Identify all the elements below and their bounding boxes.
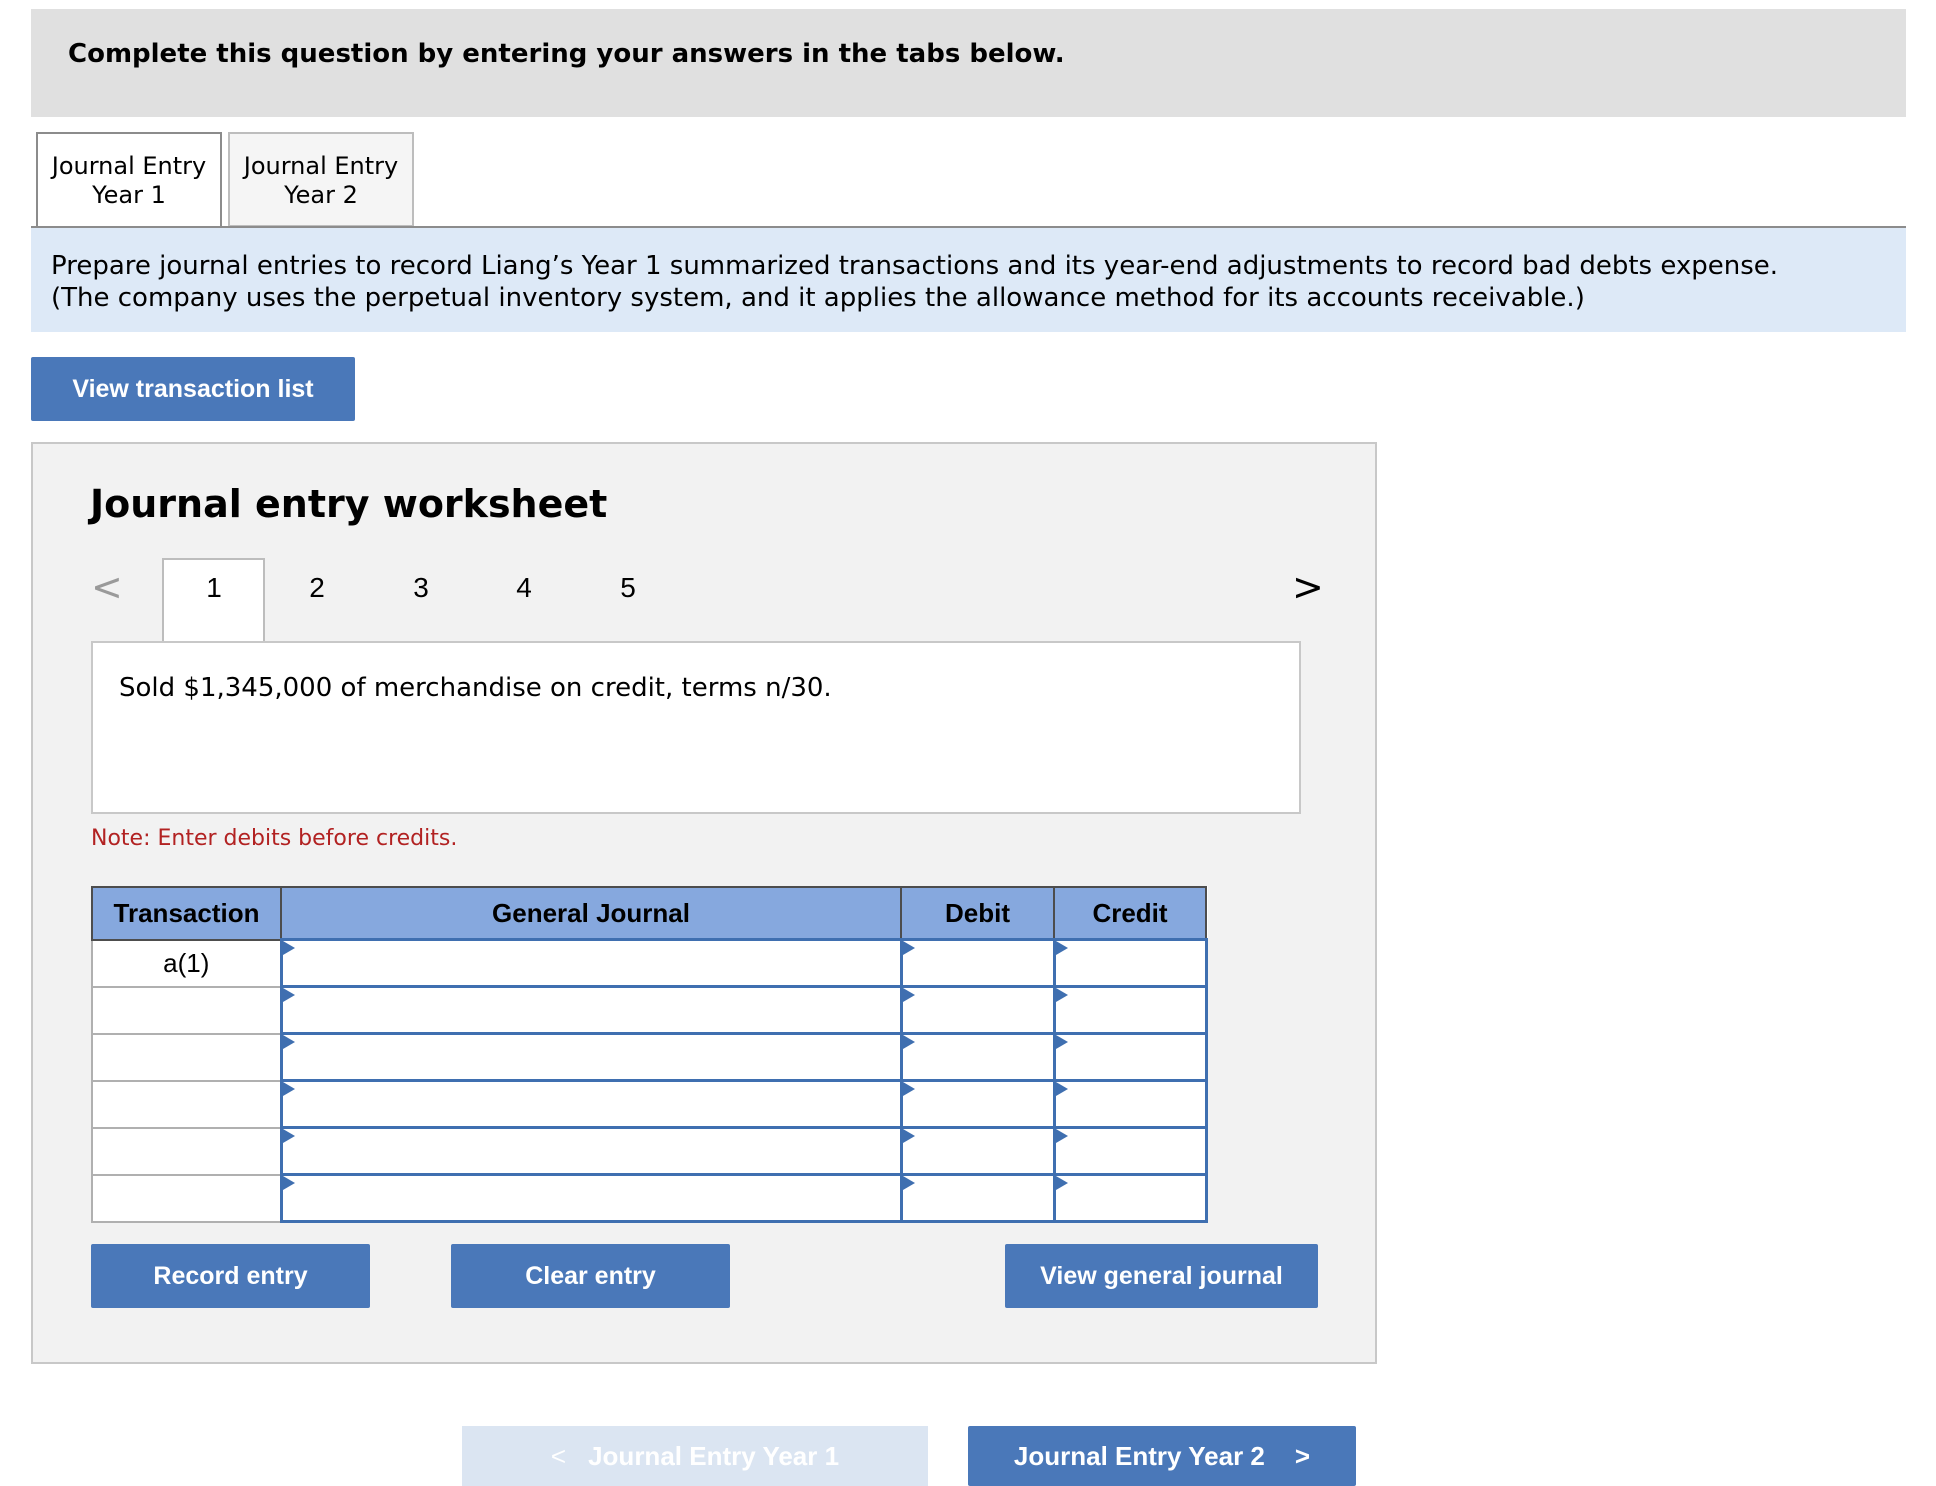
header-general-journal: General Journal xyxy=(281,887,901,940)
page-tab-5[interactable]: 5 xyxy=(620,572,636,603)
account-dropdown[interactable] xyxy=(281,940,901,987)
transaction-description: Sold $1,345,000 of merchandise on credit, terms n/30. xyxy=(119,673,832,703)
debit-input[interactable] xyxy=(901,1081,1054,1128)
prev-tab-label: Journal Entry Year 1 xyxy=(588,1440,840,1471)
prev-tab-nav-button[interactable] xyxy=(462,1426,928,1486)
next-page-arrow-icon[interactable]: > xyxy=(1292,565,1324,609)
credit-input[interactable] xyxy=(1054,1128,1206,1175)
dropdown-indicator-icon xyxy=(903,1176,915,1190)
page-tab-4[interactable]: 4 xyxy=(516,572,532,603)
dropdown-indicator-icon xyxy=(903,1082,915,1096)
transaction-cell xyxy=(92,1175,281,1222)
prompt-line-1: Prepare journal entries to record Liang’s Year 1 summarized transactions and its year-end adjustments to record bad debts expense. xyxy=(51,251,1779,281)
table-row xyxy=(92,1034,1206,1081)
prev-page-arrow-icon[interactable]: < xyxy=(91,565,123,609)
table-row xyxy=(92,1175,1206,1222)
chevron-left-icon: < xyxy=(550,1440,567,1471)
credit-input[interactable] xyxy=(1054,1034,1206,1081)
transaction-cell xyxy=(92,1081,281,1128)
tab-label-line1: Journal Entry xyxy=(243,152,399,180)
page-tab-3[interactable]: 3 xyxy=(413,572,429,603)
dropdown-indicator-icon xyxy=(283,941,295,955)
journal-table xyxy=(91,886,1208,1223)
account-dropdown[interactable] xyxy=(281,987,901,1034)
dropdown-indicator-icon xyxy=(903,988,915,1002)
dropdown-indicator-icon xyxy=(1056,1082,1068,1096)
dropdown-indicator-icon xyxy=(283,988,295,1002)
transaction-cell xyxy=(92,987,281,1034)
record-entry-button[interactable]: Record entry xyxy=(91,1244,370,1308)
dropdown-indicator-icon xyxy=(283,1035,295,1049)
credit-input[interactable] xyxy=(1054,940,1206,987)
transaction-cell xyxy=(92,1034,281,1081)
dropdown-indicator-icon xyxy=(283,1082,295,1096)
table-row xyxy=(92,940,1206,987)
transaction-description-box xyxy=(91,641,1301,814)
dropdown-indicator-icon xyxy=(903,1129,915,1143)
instruction-text: Complete this question by entering your answers in the tabs below. xyxy=(68,39,1065,69)
next-tab-nav-button[interactable] xyxy=(968,1426,1356,1486)
table-row xyxy=(92,987,1206,1034)
chevron-right-icon: > xyxy=(1294,1440,1311,1471)
account-dropdown[interactable] xyxy=(281,1128,901,1175)
worksheet-title: Journal entry worksheet xyxy=(90,482,608,526)
tab-journal-entry-year-1[interactable] xyxy=(36,132,222,231)
dropdown-indicator-icon xyxy=(1056,1176,1068,1190)
prompt-text xyxy=(51,250,1891,314)
view-general-journal-button[interactable]: View general journal xyxy=(1005,1244,1318,1308)
table-row xyxy=(92,1081,1206,1128)
credit-input[interactable] xyxy=(1054,987,1206,1034)
prompt-line-2: (The company uses the perpetual inventory system, and it applies the allowance method for its accounts receivable.) xyxy=(51,283,1585,313)
next-tab-label: Journal Entry Year 2 xyxy=(1013,1440,1265,1471)
debit-input[interactable] xyxy=(901,1175,1054,1222)
tab-label-line2: Year 1 xyxy=(92,181,166,209)
clear-entry-button[interactable]: Clear entry xyxy=(451,1244,730,1308)
account-dropdown[interactable] xyxy=(281,1034,901,1081)
dropdown-indicator-icon xyxy=(1056,1035,1068,1049)
debit-input[interactable] xyxy=(901,940,1054,987)
page-tab-2[interactable]: 2 xyxy=(309,572,325,603)
credit-input[interactable] xyxy=(1054,1081,1206,1128)
view-transaction-list-button[interactable]: View transaction list xyxy=(31,357,355,421)
header-credit: Credit xyxy=(1054,887,1206,940)
debit-input[interactable] xyxy=(901,1128,1054,1175)
note-text: Note: Enter debits before credits. xyxy=(91,826,458,851)
dropdown-indicator-icon xyxy=(903,1035,915,1049)
question-prompt xyxy=(31,228,1906,332)
dropdown-indicator-icon xyxy=(283,1129,295,1143)
debit-input[interactable] xyxy=(901,1034,1054,1081)
dropdown-indicator-icon xyxy=(1056,988,1068,1002)
header-transaction: Transaction xyxy=(92,887,281,940)
debit-input[interactable] xyxy=(901,987,1054,1034)
dropdown-indicator-icon xyxy=(1056,941,1068,955)
dropdown-indicator-icon xyxy=(1056,1129,1068,1143)
transaction-cell: a(1) xyxy=(92,940,281,987)
page-tab-1[interactable]: 1 xyxy=(206,572,222,603)
account-dropdown[interactable] xyxy=(281,1081,901,1128)
journal-entry-worksheet xyxy=(31,442,1377,1364)
tab-label-line2: Year 2 xyxy=(284,181,358,209)
account-dropdown[interactable] xyxy=(281,1175,901,1222)
transaction-cell xyxy=(92,1128,281,1175)
table-header-row xyxy=(92,887,1206,940)
header-debit: Debit xyxy=(901,887,1054,940)
tab-label-line1: Journal Entry xyxy=(51,152,207,180)
dropdown-indicator-icon xyxy=(903,941,915,955)
dropdown-indicator-icon xyxy=(283,1176,295,1190)
tab-journal-entry-year-2[interactable] xyxy=(228,132,414,227)
credit-input[interactable] xyxy=(1054,1175,1206,1222)
instruction-bar xyxy=(31,9,1906,117)
table-row xyxy=(92,1128,1206,1175)
